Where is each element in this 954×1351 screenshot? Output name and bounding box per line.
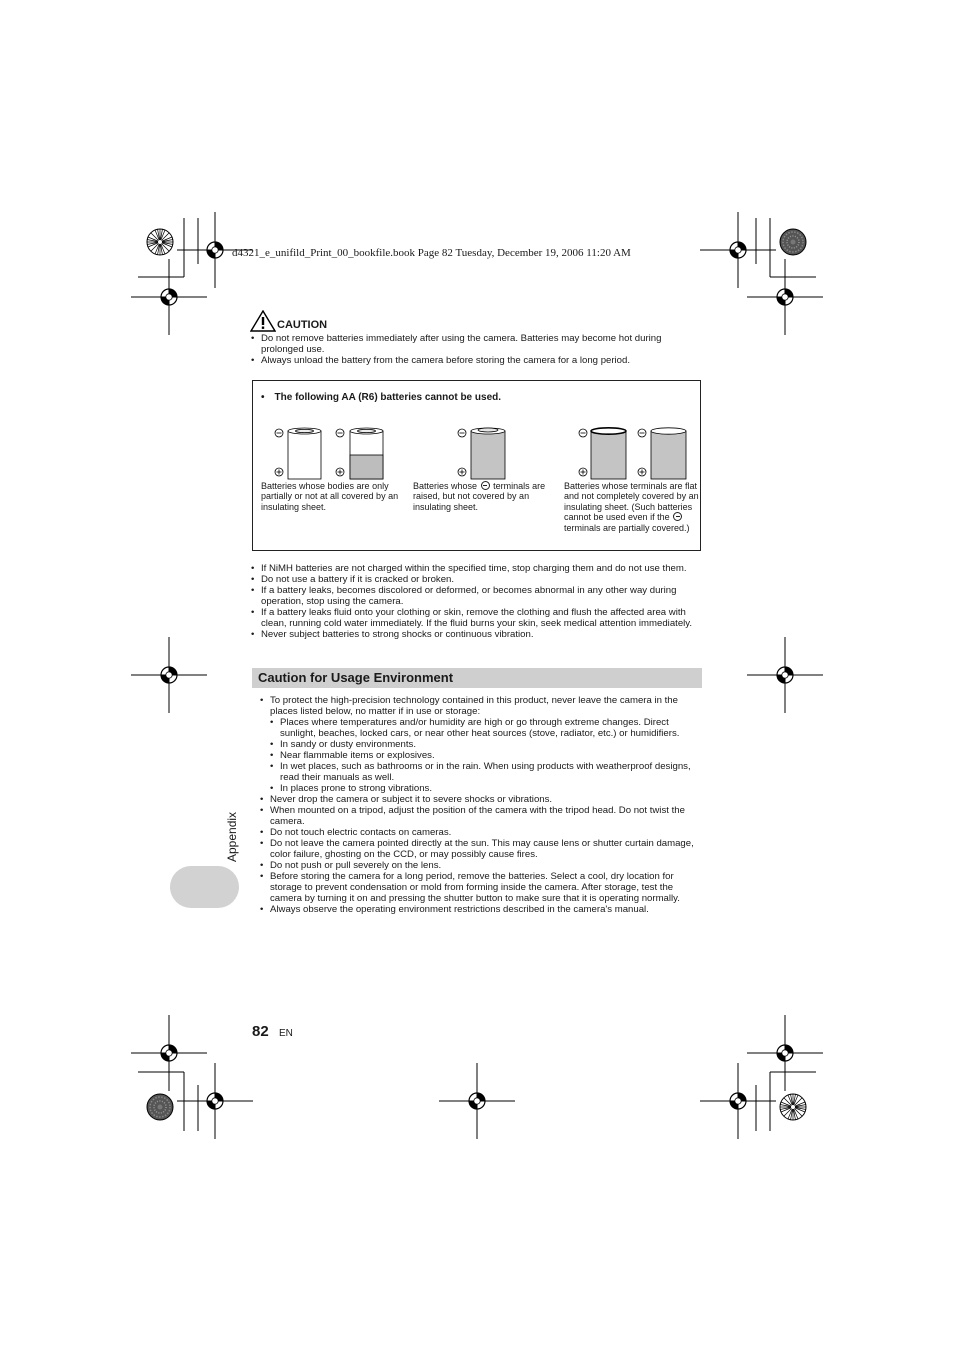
battery-warning-box	[252, 380, 701, 551]
list-item: • If a battery leaks, becomes discolored or deformed, or becomes abnormal in any other way during operation, stop using the camera.	[251, 585, 707, 607]
caption-text: terminals are partially covered.)	[564, 522, 690, 533]
list-item: • Always unload the battery from the camera before storing the camera for a long period.	[251, 355, 703, 366]
list-item: • Do not remove batteries immediately after using the camera. Batteries may become hot during prolonged use.	[251, 333, 703, 355]
battery-partially-covered	[350, 428, 383, 479]
plus-symbol	[275, 468, 646, 476]
caption-text: terminals are raised, but not covered by an insulating sheet.	[413, 481, 546, 512]
list-item: • Do not touch electric contacts on cameras.	[260, 827, 706, 838]
sub-list-item: • Near flammable items or explosives.	[270, 750, 706, 761]
minus-symbol	[275, 429, 646, 437]
caution-label: CAUTION	[277, 319, 328, 331]
chapter-tab-label: Appendix	[225, 811, 239, 862]
box-title-text: The following AA (R6) batteries cannot be used.	[274, 392, 502, 403]
minus-terminal-icon	[673, 512, 682, 521]
chapter-tab	[170, 866, 239, 908]
sub-list-item: • In sandy or dusty environments.	[270, 739, 706, 750]
list-item: • Always observe the operating environment restrictions described in the camera's manual.	[260, 904, 706, 915]
caution-heading	[250, 310, 370, 334]
battery-flat-terminal-uncovered	[651, 428, 686, 479]
list-item: • Never drop the camera or subject it to severe shocks or vibrations.	[260, 794, 706, 805]
list-item: • Do not push or pull severely on the lens.	[260, 860, 706, 871]
section-heading-bar	[252, 668, 702, 688]
caption-text: Batteries whose terminals are flat and not completely covered by an insulating sheet. (Such batteries cannot be used even if the	[564, 481, 699, 523]
list-item: • Before storing the camera for a long period, remove the batteries. Select a cool, dry location for storage to prevent condensation or mold from forming inside the camera. After storage, test the camera by turning it on and pressing the shutter button to make sure that it is operating normally.	[260, 871, 706, 904]
battery-uncovered	[288, 428, 321, 479]
page-language: EN	[279, 1028, 293, 1039]
battery-flat-terminal	[591, 428, 626, 479]
list-item	[260, 695, 706, 794]
caption-raised-terminals	[413, 481, 549, 512]
sub-list-item: • In places prone to strong vibrations.	[270, 783, 706, 794]
sub-list-item: • In wet places, such as bathrooms or in the rain. When using products with weatherproof designs, read their manuals as well.	[270, 761, 706, 783]
list-item: • If a battery leaks fluid onto your clothing or skin, remove the clothing and flush the affected area with clean, running cold water immediately. If the fluid burns your skin, seek medical attention immediately.	[251, 607, 707, 629]
page-number: 82	[252, 1023, 269, 1040]
usage-environment-list	[260, 695, 706, 915]
list-item: • Do not use a battery if it is cracked or broken.	[251, 574, 707, 585]
section-title: Caution for Usage Environment	[258, 670, 454, 685]
file-header: d4321_e_unifild_Print_00_bookfile.book Page 82 Tuesday, December 19, 2006 11:20 AM	[232, 247, 631, 259]
list-item: • Never subject batteries to strong shocks or continuous vibration.	[251, 629, 707, 640]
bullet: •	[261, 392, 265, 403]
sub-list-item: • Places where temperatures and/or humidity are high or go through extreme changes. Direct sunlight, beaches, locked cars, or near other heat sources (stove, radiator, etc.) or humidifiers.	[270, 717, 706, 739]
intro-text: To protect the high-precision technology contained in this product, never leave the camera in the places listed below, no matter if in use or storage:	[270, 695, 678, 717]
warning-triangle-icon	[250, 310, 276, 332]
list-item: • When mounted on a tripod, adjust the position of the camera with the tripod head. Do not twist the camera.	[260, 805, 706, 827]
caution-list	[251, 333, 703, 366]
battery-illustrations	[253, 421, 702, 481]
battery-warnings-list	[251, 563, 707, 640]
box-title	[261, 392, 501, 403]
minus-terminal-icon	[481, 481, 490, 490]
battery-raised-terminal	[471, 428, 505, 479]
caption-uncovered: Batteries whose bodies are only partially or not at all covered by an insulating sheet.	[261, 481, 399, 512]
list-item: • Do not leave the camera pointed directly at the sun. This may cause lens or shutter curtain damage, color failure, ghosting on the CCD, or may possibly cause fires.	[260, 838, 706, 860]
caption-text: Batteries whose	[413, 481, 478, 491]
places-sublist	[270, 717, 706, 794]
list-item: • If NiMH batteries are not charged within the specified time, stop charging them and do not use them.	[251, 563, 707, 574]
caption-flat-terminals	[564, 481, 701, 533]
